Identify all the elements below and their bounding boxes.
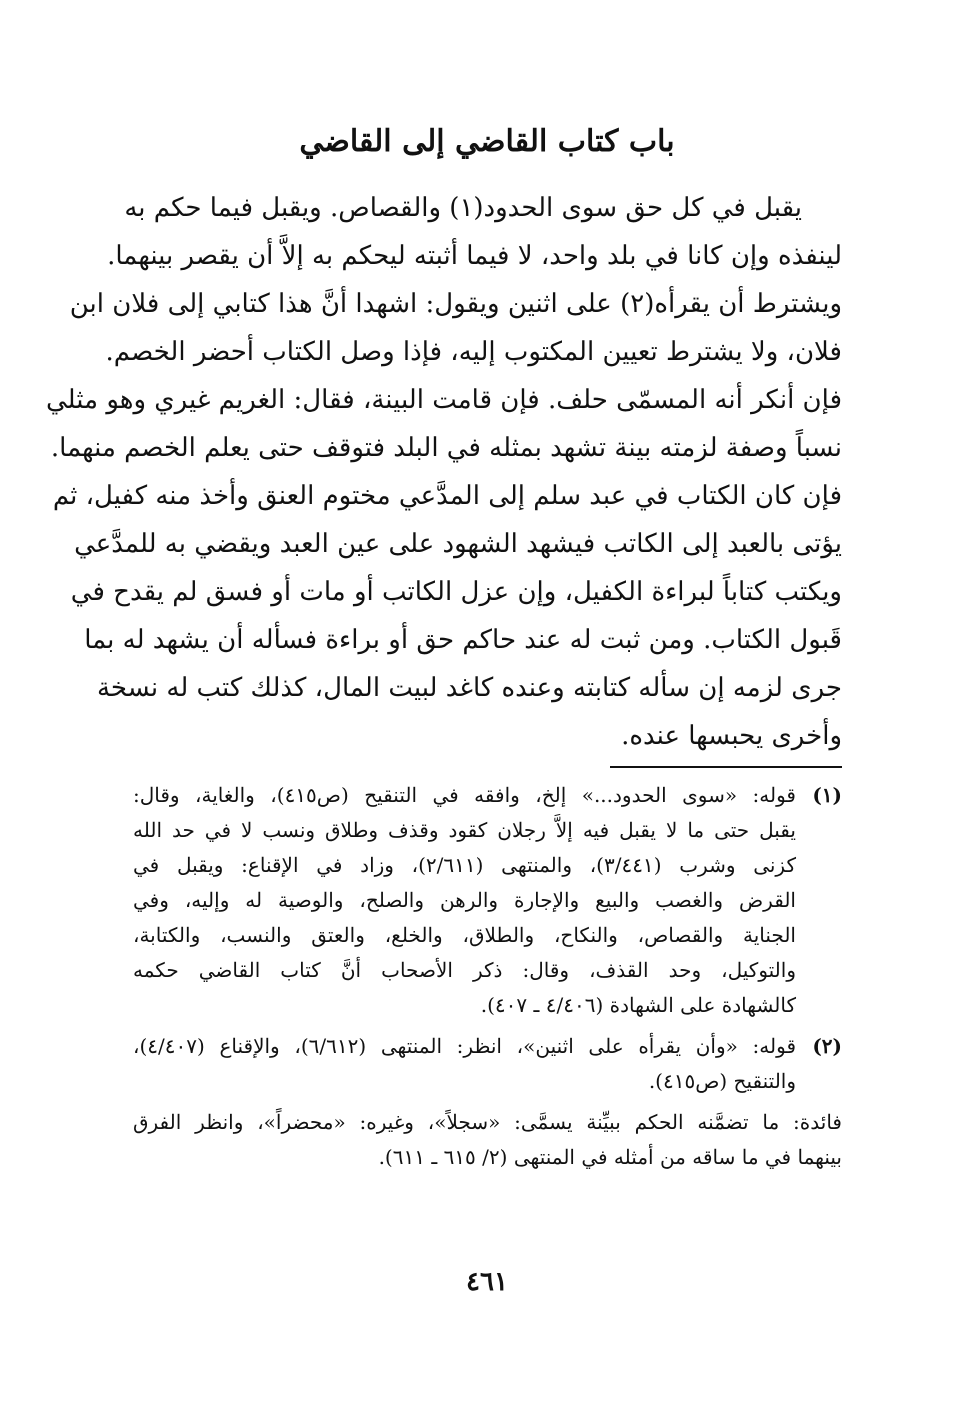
footnote-line: القرض والغصب والبيع والإجارة والرهن والصلح، والوصية له وإليه، وفي [133,888,796,912]
footnote-2 [133,1029,842,1099]
body-line: فإن كان الكتاب في عبد سلم إلى المدَّعي مختوم العنق وأخذ منه كفيل، ثم [52,481,842,511]
note-faida [133,1105,842,1175]
footnote-line: كالشهادة على الشهادة (٤/٤٠٦ ـ ٤٠٧). [480,993,796,1017]
body-line: لينفذه وإن كانا في بلد واحد، لا فيما أثبته ليحكم به إلاَّ أن يقصر بينهما. [107,241,842,271]
footnote-text [133,1029,796,1099]
footnote-line: قوله: «وأن يقرأه على اثنين»، انظر: المنتهى (٦/٦١٢)، والإقناع (٤/٤٠٧)، [133,1034,796,1058]
body-line: ويكتب كتاباً لبراءة الكفيل، وإن عزل الكاتب أو مات أو فسق لم يقدح في [70,577,842,607]
body-line: يؤتى بالعبد إلى الكاتب فيشهد الشهود على عين العبد ويقضي به للمدَّعي [74,529,842,559]
footnote-1 [133,778,842,1023]
body-line: فلان، ولا يشترط تعيين المكتوب إليه، فإذا وصل الكتاب أحضر الخصم. [105,337,842,367]
body-line: جرى لزمه إن سأله كتابته وعنده كاغد لبيت المال، كذلك كتب له نسخة [96,673,842,703]
footnote-line: والتنقيح (ص٤١٥). [648,1069,796,1093]
body-line: نسباً وصفة لزمته بينة تشهد بمثله في البلد فتوقف حتى يعلم الخصم منهما. [50,433,842,463]
footnote-line: يقبل حتى ما لا يقبل فيه إلاَّ رجلان كقود وقذف وطلاق ونسب لا في حد الله [133,818,796,842]
body-line: وأخرى يحبسها عنده. [621,721,842,751]
footnote-line: كزنى وشرب (٣/٤٤١)، والمنتهى (٢/٦١١)، وزاد في الإقناع: ويقبل في [133,853,796,877]
body-line: فإن أنكر أنه المسمّى حلف. فإن قامت البينة، فقال: الغريم غيري وهو مثلي [46,385,842,415]
faida-line: فائدة: ما تضمَّنه الحكم ببيِّنة يسمَّى: «سجلاً»، وغيره: «محضراً»، وانظر الفرق [133,1110,842,1134]
body-line: قَبول الكتاب. ومن ثبت له عند حاكم حق أو براءة فسأله أن يشهد له بما [84,625,842,655]
footnotes [133,778,842,1175]
footnote-line: الجناية والقصاص، والنكاح، والطلاق، والخلع، والعتق والنسب، والكتابة، [133,923,796,947]
footnote-text [133,778,796,1023]
footnote-number: (١) [812,783,842,807]
chapter-title: باب كتاب القاضي إلى القاضي [299,124,675,159]
page-number: ٤٦١ [466,1267,508,1297]
body-line: يقبل في كل حق سوى الحدود(١) والقصاص. ويقبل فيما حكم به [124,193,802,223]
footnote-line: والتوكيل، وحد القذف، وقال: ذكر الأصحاب أنَّ كتاب القاضي حكمه [133,958,796,982]
footnote-line: قوله: «سوى الحدود...» إلخ، وافقه في التنقيح (ص٤١٥)، والغاية، وقال: [133,783,796,807]
footnote-separator [610,766,842,768]
faida-line: بينهما في ما ساقه من أمثله في المنتهى (٢/ ٦١٥ ـ ٦١١). [378,1145,842,1169]
body-line: ويشترط أن يقرأه(٢) على اثنين ويقول: اشهدا أنَّ هذا كتابي إلى فلان ابن [69,289,842,319]
footnote-number: (٢) [812,1034,842,1058]
main-text [46,184,842,760]
